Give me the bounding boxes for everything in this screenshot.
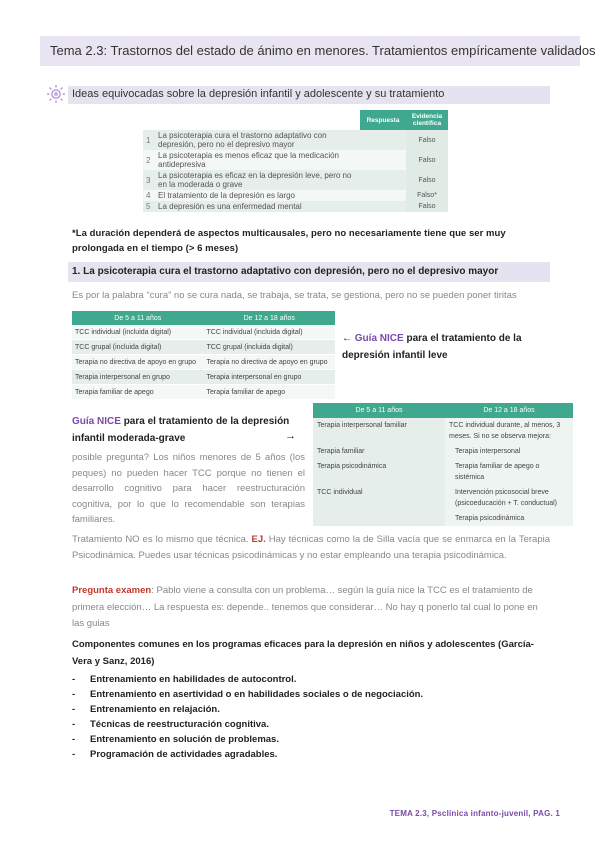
row-answer: Falso — [406, 201, 448, 212]
table-row — [143, 130, 448, 150]
table-row — [72, 385, 335, 400]
list-item-text: Entrenamiento en relajación. — [90, 704, 220, 715]
caption-text: para el tratamiento de la depresión infantil leve — [342, 333, 522, 361]
list-item — [72, 717, 423, 732]
table-cell — [313, 511, 445, 526]
table-cell: Terapia no directiva de apoyo en grupo — [72, 355, 204, 370]
table-header: De 12 a 18 años — [445, 403, 573, 418]
list-item-text: Técnicas de reestructuración cognitiva. — [90, 719, 269, 730]
row-answer: Falso* — [406, 190, 448, 201]
table-header: De 5 a 11 años — [72, 311, 204, 325]
nice-mild-caption — [342, 330, 542, 364]
mild-depression-table — [72, 311, 335, 400]
note-text: Hay técnicas como la de Silla vacía que se enmarca en la Terapia Psicodinámica. Puedes usar técnicas psicodinámicas y no estar empleando una terapia psicodinámica. — [72, 534, 551, 561]
table-row — [72, 355, 335, 370]
list-item-text: Entrenamiento en habilidades de autocontrol. — [90, 674, 297, 685]
table-header: Respuesta — [360, 110, 406, 130]
duration-note: *La duración dependerá de aspectos multicausales, pero no necesariamente tiene que ser muy prolongada en el tiempo (> 6 meses) — [72, 228, 506, 254]
dash-bullet: - — [72, 704, 76, 715]
row-text: La psicoterapia es menos eficaz que la medicación antidepresiva — [155, 150, 360, 170]
dash-bullet: - — [72, 689, 76, 700]
exam-text: : Pablo viene a consulta con un problema… según la guía nice la TCC es el tratamiento de primera elección… La respuesta es: depende.. tenemos que considerar… No hay q ponerlo tal cual lo pone en las guias — [72, 585, 538, 629]
misconceptions-table — [143, 110, 448, 212]
list-item — [72, 702, 423, 717]
table-cell: TCC individual — [313, 485, 445, 511]
table-cell: TCC individual (incluida digital) — [72, 325, 204, 340]
lightbulb-icon — [46, 84, 66, 104]
table-cell: Terapia no directiva de apoyo en grupo — [204, 355, 336, 370]
right-arrow-icon: → — [285, 430, 296, 442]
table-row — [143, 201, 448, 212]
paragraph: Es por la palabra “cura” no se cura nada, se trabaja, se trata, se gestiona, pero no se pueden poner tiritas — [72, 290, 517, 301]
dash-bullet: - — [72, 749, 76, 760]
table-row — [143, 190, 448, 201]
left-arrow-icon: ← — [342, 333, 352, 344]
page-footer: TEMA 2.3, Psclínica infanto-juvenil, PAG. 1 — [389, 809, 560, 818]
therapy-note — [72, 532, 550, 563]
note-text: Tratamiento NO es lo mismo que técnica. — [72, 534, 249, 545]
row-number: 1 — [143, 130, 155, 150]
page-title: Tema 2.3: Trastornos del estado de ánimo en menores. Tratamientos empíricamente validados — [50, 43, 596, 58]
list-item-text: Entrenamiento en asertividad o en habilidades sociales o de negociación. — [90, 689, 424, 700]
exam-label: Pregunta examen — [72, 585, 152, 596]
list-item — [72, 732, 423, 747]
table-cell: Terapia interpersonal familiar — [313, 418, 445, 444]
exam-question — [72, 583, 552, 633]
table-row — [313, 459, 573, 485]
table-row — [143, 150, 448, 170]
table-cell: TCC individual (incluida digital) — [204, 325, 336, 340]
row-answer: Falso — [406, 130, 448, 150]
list-item-text: Entrenamiento en solución de problemas. — [90, 734, 279, 745]
table-header: Evidencia científica — [406, 110, 448, 130]
table-row — [143, 170, 448, 190]
dash-bullet: - — [72, 734, 76, 745]
row-number: 5 — [143, 201, 155, 212]
components-list — [72, 672, 423, 762]
components-title: Componentes comunes en los programas eficaces para la depresión en niños y adolescentes (García-Vera y Sanz, 2016) — [72, 639, 534, 667]
table-cell: Terapia psicodinámica — [313, 459, 445, 485]
table-cell: Intervención psicosocial breve (psicoeducación + T. conductual) — [445, 485, 573, 511]
row-text: El tratamiento de la depresión es largo — [155, 190, 360, 201]
row-number: 2 — [143, 150, 155, 170]
table-cell: Terapia familiar de apego o sistémica — [445, 459, 573, 485]
table-cell: TCC grupal (incluida digital) — [72, 340, 204, 355]
table-row — [313, 418, 573, 444]
table-cell: Terapia familiar de apego — [204, 385, 336, 400]
possible-question: posible pregunta? Los niños menores de 5 años (los peques) no pueden hacer TCC porque no tienen el desarrollo cognitivo para hacer reestructuración cognitiva, por lo que lo recomendable son terapias familiares. — [72, 452, 305, 525]
row-number: 3 — [143, 170, 155, 190]
section-title: Ideas equivocadas sobre la depresión infantil y adolescente y su tratamiento — [72, 88, 445, 100]
nice-moderate-caption — [72, 413, 312, 447]
nice-label: Guía NICE — [354, 333, 404, 344]
table-row — [72, 370, 335, 385]
table-cell: Terapia familiar — [313, 444, 445, 459]
list-item — [72, 687, 423, 702]
list-item — [72, 672, 423, 687]
dash-bullet: - — [72, 719, 76, 730]
table-header: De 12 a 18 años — [204, 311, 336, 325]
row-text: La psicoterapia cura el trastorno adaptativo con depresión, pero no el depresivo mayor — [155, 130, 360, 150]
table-cell: Terapia familiar de apego — [72, 385, 204, 400]
table-cell: Terapia interpersonal en grupo — [72, 370, 204, 385]
table-row — [313, 444, 573, 459]
table-cell: TCC grupal (incluida digital) — [204, 340, 336, 355]
row-answer: Falso — [406, 150, 448, 170]
table-row — [72, 325, 335, 340]
table-cell: Terapia psicodinámica — [445, 511, 573, 526]
example-label: EJ. — [251, 534, 266, 545]
row-number: 4 — [143, 190, 155, 201]
table-row — [313, 485, 573, 511]
table-row — [313, 511, 573, 526]
table-cell: Terapia interpersonal — [445, 444, 573, 459]
moderate-depression-table — [313, 403, 573, 526]
table-cell: TCC individual durante, al menos, 3 meses. Si no se observa mejora: — [445, 418, 573, 444]
table-row — [72, 340, 335, 355]
row-answer: Falso — [406, 170, 448, 190]
list-item-text: Programación de actividades agradables. — [90, 749, 278, 760]
dash-bullet: - — [72, 674, 76, 685]
list-item — [72, 747, 423, 762]
row-text: La psicoterapia es eficaz en la depresión leve, pero no en la moderada o grave — [155, 170, 360, 190]
row-text: La depresión es una enfermedad mental — [155, 201, 360, 212]
table-header: De 5 a 11 años — [313, 403, 445, 418]
table-cell: Terapia interpersonal en grupo — [204, 370, 336, 385]
caption-text: para el tratamiento de la depresión infantil moderada-grave — [72, 416, 290, 444]
nice-label: Guía NICE — [72, 416, 121, 427]
subsection-title: 1. La psicoterapia cura el trastorno adaptativo con depresión, pero no el depresivo mayor — [72, 266, 499, 277]
